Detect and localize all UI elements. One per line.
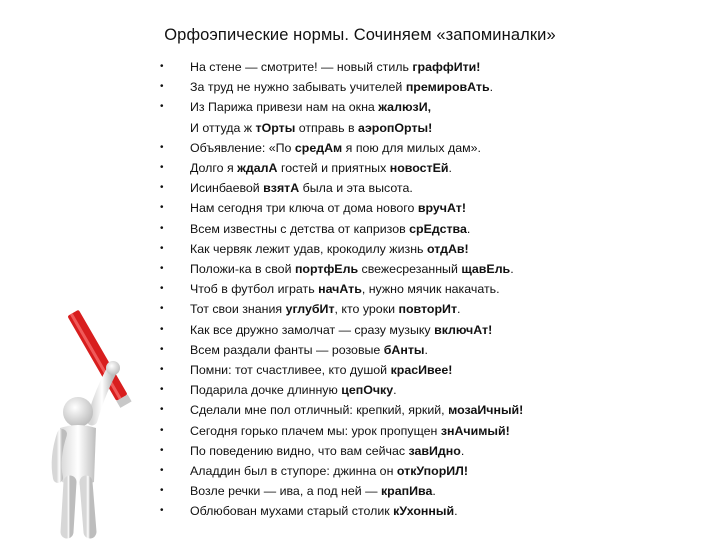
emphasized-word: мозаИчный! <box>448 403 524 418</box>
bullet-icon: • <box>160 202 164 214</box>
bullet-icon: • <box>160 141 164 153</box>
emphasized-word: отдАв! <box>426 241 469 256</box>
item-text: На стене — смотрите! — новый стиль <box>190 60 413 74</box>
emphasized-word: срЕдства <box>409 221 467 236</box>
list-item <box>160 360 523 380</box>
item-text: . <box>448 161 452 176</box>
list-item <box>160 380 523 400</box>
item-text: Помни: тот счастливее, кто душой <box>190 363 391 378</box>
item-text: Возле речки — ива, а под ней — <box>190 484 381 499</box>
bullet-icon: • <box>160 444 164 456</box>
bullet-icon: • <box>160 263 164 275</box>
emphasized-word: углубИт <box>285 302 335 317</box>
emphasized-word: завИдно <box>408 443 461 458</box>
bullet-icon: • <box>160 162 164 174</box>
item-text: И оттуда ж <box>190 120 256 135</box>
emphasized-word: портфЕль <box>294 262 359 277</box>
list-item <box>160 481 523 501</box>
bullet-icon: • <box>160 101 164 113</box>
item-text: Долго я <box>190 161 238 176</box>
item-text: . <box>489 80 494 95</box>
emphasized-word: новостЕй <box>389 161 449 176</box>
item-text: За труд не нужно забывать учителей <box>190 80 406 95</box>
item-text: Всем известны с детства от капризов <box>190 221 410 236</box>
emphasized-word: красИвее! <box>390 363 453 378</box>
list-item <box>160 219 523 239</box>
emphasized-word: бАнты <box>383 342 425 357</box>
item-text: Как все дружно замолчат — сразу музыку <box>190 322 435 337</box>
emphasized-word: вручАт! <box>417 201 466 216</box>
emphasized-word: повторИт <box>398 302 458 317</box>
bullet-icon: • <box>160 424 164 436</box>
emphasized-word: включАт! <box>434 322 493 337</box>
item-text: Объявление: «По <box>190 140 295 155</box>
bullet-icon: • <box>160 384 164 396</box>
bullet-icon: • <box>160 323 164 335</box>
item-text: Сегодня горько плачем мы: урок пропущен <box>190 423 441 438</box>
item-text: Облюбован мухами старый столик <box>190 504 394 519</box>
list-item <box>160 279 523 299</box>
item-text: Чтоб в футбол играть <box>190 282 319 297</box>
item-text: . <box>454 504 458 519</box>
bullet-icon: • <box>160 222 164 234</box>
item-text: я пою для милых дам». <box>342 140 481 155</box>
bullet-icon: • <box>160 61 164 72</box>
list-item <box>160 501 523 521</box>
mnemonic-list <box>160 57 523 522</box>
list-item <box>160 461 523 481</box>
list-item <box>160 158 523 178</box>
emphasized-word: взятА <box>263 181 300 196</box>
emphasized-word: жалюзИ, <box>378 100 432 115</box>
emphasized-word: знАчимый! <box>440 423 510 438</box>
emphasized-word: средАм <box>294 140 343 155</box>
item-text: отправь в <box>295 120 359 135</box>
bullet-icon: • <box>160 505 164 517</box>
item-text: , кто уроки <box>334 302 399 317</box>
emphasized-word: премировАть <box>405 80 490 95</box>
item-text: . <box>424 342 428 357</box>
list-item <box>160 77 523 97</box>
item-text: . <box>457 302 461 317</box>
item-text: Подарила дочке длинную <box>190 383 342 398</box>
list-item <box>160 299 523 319</box>
bullet-icon: • <box>160 283 164 295</box>
emphasized-word: граффИти! <box>412 60 481 74</box>
item-text: Аладдин был в ступоре: джинна он <box>190 464 397 479</box>
list-item <box>160 198 523 218</box>
bullet-icon: • <box>160 303 164 315</box>
list-item <box>160 239 523 259</box>
item-text: . <box>432 484 436 499</box>
item-text: Тот свои знания <box>190 302 286 317</box>
list-item <box>160 441 523 461</box>
emphasized-word: цепОчку <box>341 383 394 398</box>
item-text: свежесрезанный <box>358 262 462 277</box>
item-text: , нужно мячик накачать. <box>361 282 500 297</box>
item-text: . <box>510 262 514 277</box>
bullet-icon: • <box>160 404 164 416</box>
emphasized-word: аэропОрты! <box>358 120 433 135</box>
list-item <box>160 340 523 360</box>
emphasized-word: тОрты <box>255 120 296 135</box>
figure-with-pencil-illustration <box>40 300 150 540</box>
bullet-icon: • <box>160 465 164 477</box>
list-item <box>160 320 523 340</box>
emphasized-word: откУпорИЛ! <box>396 464 468 479</box>
emphasized-word: щавЕль <box>461 262 511 277</box>
list-item <box>160 421 523 441</box>
list-item <box>160 138 523 158</box>
emphasized-word: ждалА <box>237 161 278 176</box>
item-text: . <box>466 221 471 236</box>
item-text: была и эта высота. <box>299 181 413 196</box>
list-item <box>160 97 523 117</box>
list-item <box>160 57 523 77</box>
item-text: . <box>460 443 465 458</box>
list-item <box>160 259 523 279</box>
item-text: Сделали мне пол отличный: крепкий, яркий, <box>190 403 449 418</box>
item-text: По поведению видно, что вам сейчас <box>190 443 409 458</box>
emphasized-word: начАть <box>318 282 362 297</box>
item-text: гостей и приятных <box>277 161 390 176</box>
list-item <box>160 118 523 138</box>
page-title: Орфоэпические нормы. Сочиняем «запоминалки» <box>164 26 556 44</box>
item-text: . <box>393 383 397 398</box>
emphasized-word: кУхонный <box>393 504 455 519</box>
emphasized-word: крапИва <box>380 484 433 499</box>
item-text: Как червяк лежит удав, крокодилу жизнь <box>190 241 427 256</box>
item-text: Всем раздали фанты — розовые <box>190 342 384 357</box>
list-item <box>160 400 523 420</box>
item-text: Из Парижа привези нам на окна <box>190 100 379 115</box>
item-text: Нам сегодня три ключа от дома нового <box>190 201 418 216</box>
bullet-icon: • <box>160 242 164 254</box>
bullet-icon: • <box>160 182 164 194</box>
bullet-icon: • <box>160 485 164 497</box>
item-text: Положи-ка в свой <box>190 262 295 277</box>
bullet-icon: • <box>160 343 164 355</box>
list-item <box>160 178 523 198</box>
bullet-icon: • <box>160 364 164 376</box>
item-text: Исинбаевой <box>190 181 264 196</box>
bullet-icon: • <box>160 81 164 93</box>
